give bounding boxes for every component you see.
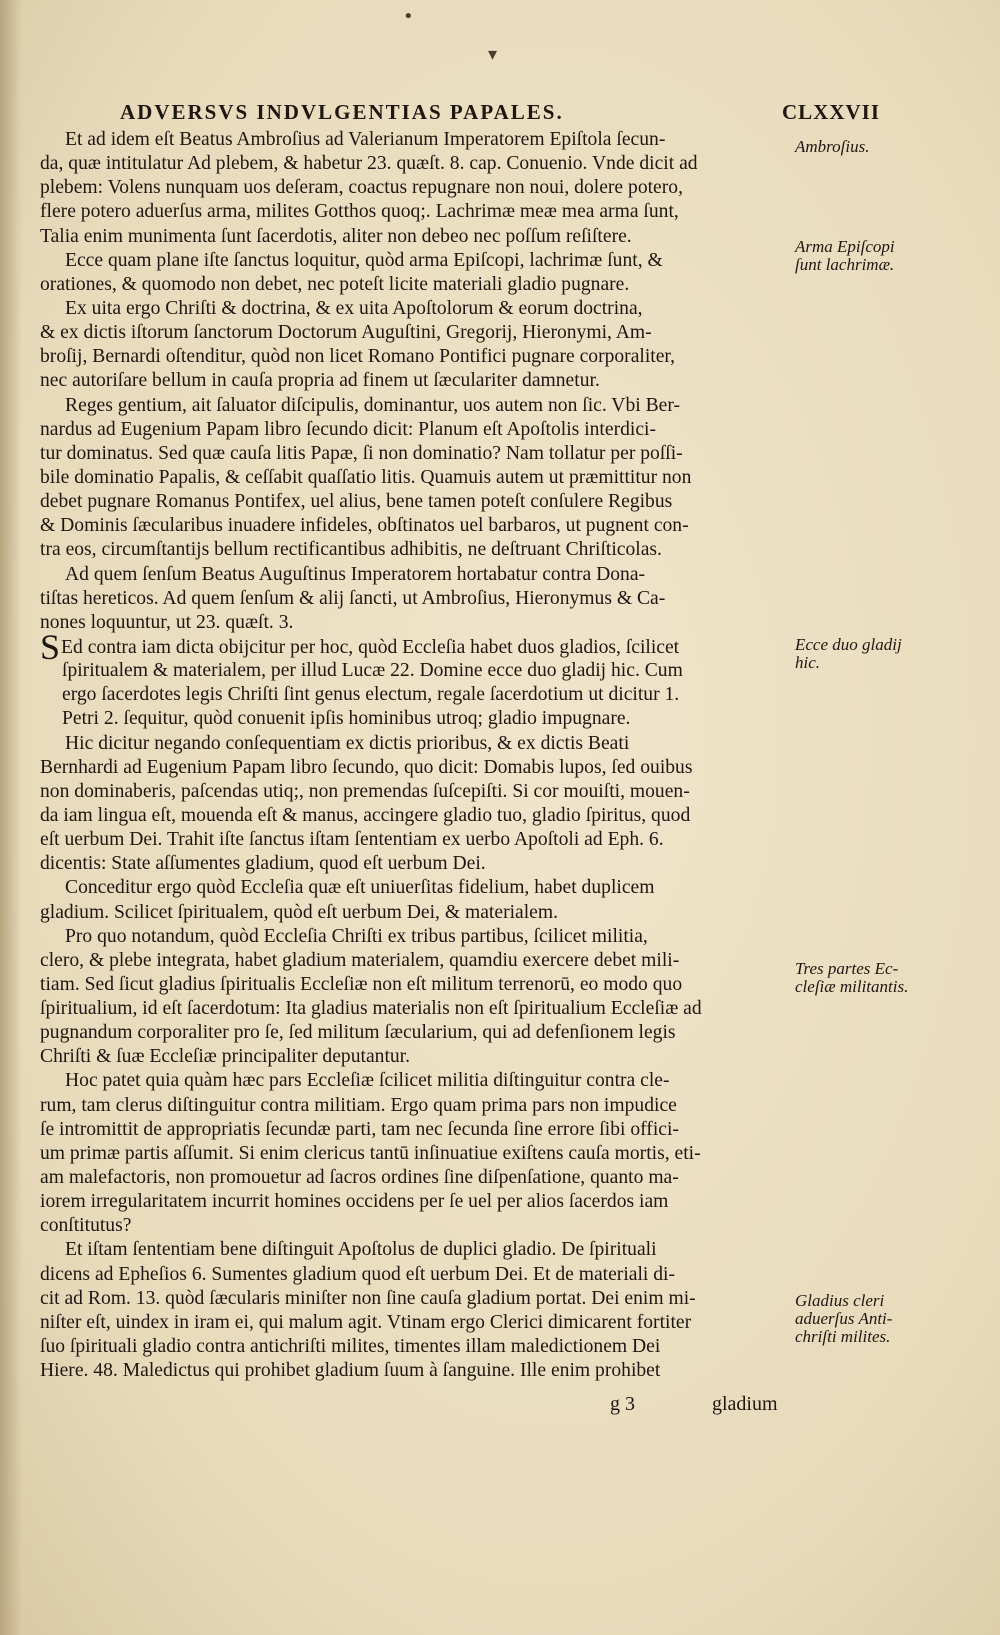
text-line: eſt uerbum Dei. Trahit iſte ſanctus iſtam ſententiam ex uerbo Apoſtoli ad Eph. 6. <box>40 829 664 851</box>
text-line: gladium. Scilicet ſpiritualem, quòd eſt uerbum Dei, & materialem. <box>40 901 559 923</box>
margin-note-line: Arma Epiſcopi <box>795 237 895 256</box>
text-line: am malefactoris, non promouetur ad ſacros ordines ſine diſpenſatione, quanto ma- <box>40 1167 679 1189</box>
text-line: conſtitutus? <box>40 1215 132 1237</box>
margin-note-line: Ambroſius. <box>795 137 870 156</box>
margin-note-arma-episcopi <box>795 238 995 274</box>
text-line-content: Ed contra iam dicta obijcitur per hoc, quòd Eccleſia habet duos gladios, ſcilicet <box>61 636 680 658</box>
text-line: rum, tam clerus diſtinguitur contra militiam. Ergo quam prima pars non impudice <box>40 1094 677 1116</box>
margin-note-tres-partes <box>795 960 995 996</box>
page-edge-shadow <box>0 0 22 1635</box>
signature-mark: g 3 <box>610 1393 635 1415</box>
text-line: broſij, Bernardi oſtenditur, quòd non licet Romano Pontifici pugnare corporaliter, <box>40 346 676 368</box>
text-line: tur dominatus. Sed quæ cauſa litis Papæ, ſi non dominatio? Nam tollatur per poſſi- <box>40 442 683 464</box>
text-line: dicentis: State aſſumentes gladium, quod eſt uerbum Dei. <box>40 853 486 875</box>
text-line: Ex uita ergo Chriſti & doctrina, & ex uita Apoſtolorum & eorum doctrina, <box>65 297 643 319</box>
text-line: Hoc patet quia quàm hæc pars Eccleſiæ ſcilicet militia diſtinguitur contra cle- <box>65 1070 670 1092</box>
text-line: nec autoriſare bellum in cauſa propria ad finem ut ſæculariter damnetur. <box>40 370 600 392</box>
ink-speck: ▾ <box>488 44 498 65</box>
text-line: cit ad Rom. 13. quòd ſæcularis miniſter non ſine cauſa gladium portat. Dei enim mi- <box>40 1287 696 1309</box>
text-line: ſe intromittit de appropriatis ſecundæ parti, tam nec ſecunda ſine errore ſibi offici- <box>40 1118 679 1140</box>
text-line: debet pugnare Romanus Pontifex, uel alius, bene tamen poteſt conſulere Regibus <box>40 491 673 513</box>
text-line: & Dominis ſæcularibus inuadere infideles, obſtinatos uel barbaros, ut pugnent con- <box>40 515 689 537</box>
folio-number: CLXXVII <box>781 100 880 124</box>
margin-note-gladius-cleri <box>795 1292 995 1346</box>
text-line: clero, & plebe integrata, habet gladium materialem, quamdiu exercere debet mili- <box>40 949 680 971</box>
running-title: ADVERSVS INDVLGENTIAS PAPALES. <box>120 100 564 124</box>
ink-speck: • <box>403 6 414 27</box>
text-line: iorem irregularitatem incurrit homines occidens per ſe uel per alios ſacerdos iam <box>40 1191 669 1213</box>
text-line: Bernhardi ad Eugenium Papam libro ſecundo, quo dicit: Domabis lupos, ſed ouibus <box>40 756 693 778</box>
text-line: Chriſti & ſuæ Eccleſiæ principaliter deputantur. <box>40 1046 411 1068</box>
margin-note-line: Gladius cleri <box>795 1291 885 1310</box>
text-line: plebem: Volens nunquam uos deſeram, coactus repugnare non noui, dolere potero, <box>40 177 683 199</box>
margin-note-ecce-duo <box>795 636 995 672</box>
margin-note-line: Ecce duo gladij <box>795 635 902 654</box>
text-line: ſpiritualem & materialem, per illud Lucæ 22. Domine ecce duo gladij hic. Cum <box>62 660 683 682</box>
margin-note-ambrosius <box>795 138 995 156</box>
text-line <box>40 626 810 667</box>
text-line: bile dominatio Papalis, & ceſſabit quaſſatio litis. Quamuis autem ut præmittitur non <box>40 466 692 488</box>
text-line: nones loquuntur, ut 23. quæſt. 3. <box>40 611 294 633</box>
margin-note-line: Tres partes Ec- <box>795 959 899 978</box>
margin-note-line: cleſiæ militantis. <box>795 977 909 996</box>
text-line: Conceditur ergo quòd Eccleſia quæ eſt uniuerſitas fidelium, habet duplicem <box>65 877 655 899</box>
text-line: Ecce quam plane iſte ſanctus loquitur, quòd arma Epiſcopi, lachrimæ ſunt, & <box>65 249 663 271</box>
text-line: ſpiritualium, id eſt ſacerdotum: Ita gladius materialis non eſt ſpiritualium Eccleſiæ ad <box>40 998 702 1020</box>
text-line: Talia enim munimenta ſunt ſacerdotis, aliter non debeo nec poſſum reſiſtere. <box>40 225 632 247</box>
text-line: ergo ſacerdotes legis Chriſti ſint genus electum, regale ſacerdotium ut dicitur 1. <box>62 684 680 706</box>
text-line: Et iſtam ſententiam bene diſtinguit Apoſtolus de duplici gladio. De ſpirituali <box>65 1239 657 1261</box>
text-line: ſuo ſpirituali gladio contra antichriſti milites, timentes illam maledictionem Dei <box>40 1336 661 1358</box>
text-line: non dominaberis, paſcendas utiq;, non premendas ſuſcepiſti. Si cor mouiſti, mouen- <box>40 780 690 802</box>
text-line: orationes, & quomodo non debet, nec poteſt licite materiali gladio pugnare. <box>40 273 630 295</box>
catchword: gladium <box>712 1393 778 1415</box>
text-line: flere potero aduerſus arma, milites Gotthos quoq;. Lachrimæ meæ mea arma ſunt, <box>40 201 679 223</box>
text-line: dicens ad Epheſios 6. Sumentes gladium quod eſt uerbum Dei. Et de materiali di- <box>40 1263 676 1285</box>
text-line: da, quæ intitulatur Ad plebem, & habetur 23. quæſt. 8. cap. Conuenio. Vnde dicit ad <box>40 153 698 175</box>
text-line: Petri 2. ſequitur, quòd conuenit ipſis hominibus utroq; gladio impugnare. <box>62 708 631 730</box>
margin-note-line: aduerſus Anti- <box>795 1309 893 1328</box>
text-line: Pro quo notandum, quòd Eccleſia Chriſti ex tribus partibus, ſcilicet militia, <box>65 925 648 947</box>
text-line: Hiere. 48. Maledictus qui prohibet gladium ſuum à ſanguine. Ille enim prohibet <box>40 1360 661 1382</box>
margin-note-line: chriſti milites. <box>795 1327 891 1346</box>
text-line: um primæ partis aſſumit. Si enim clericus tantū inſinuatiue exiſtens cauſa mortis, eti- <box>40 1142 701 1164</box>
text-line: niſter eſt, uindex in iram ei, qui malum agit. Vtinam ergo Clerici dimicarent fortiter <box>40 1311 692 1333</box>
main-text <box>40 128 810 1383</box>
text-line: pugnandum corporaliter pro ſe, ſed militum ſæcularium, qui ad defenſionem legis <box>40 1022 676 1044</box>
text-line: tiam. Sed ſicut gladius ſpiritualis Eccleſiæ non eſt militum terrenorū, eo modo quo <box>40 973 683 995</box>
margin-note-line: ſunt lachrimæ. <box>795 255 895 274</box>
text-line: tiſtas hereticos. Ad quem ſenſum & alij ſancti, ut Ambroſius, Hieronymus & Ca- <box>40 587 666 609</box>
text-line: tra eos, circumſtantijs bellum rectificantibus adhibitis, ne deſtruant Chriſticolas. <box>40 539 662 561</box>
text-line: nardus ad Eugenium Papam libro ſecundo dicit: Planum eſt Apoſtolis interdici- <box>40 418 657 440</box>
page-header <box>120 100 880 128</box>
text-line: da iam lingua eſt, mouenda eſt & manus, accingere gladio tuo, gladio ſpiritus, quod <box>40 804 691 826</box>
margin-note-line: hic. <box>795 653 821 672</box>
text-line: & ex dictis iſtorum ſanctorum Doctorum Auguſtini, Gregorij, Hieronymi, Am- <box>40 322 652 344</box>
text-line: Hic dicitur negando conſequentiam ex dictis prioribus, & ex dictis Beati <box>65 732 630 754</box>
text-line: Et ad idem eſt Beatus Ambroſius ad Valerianum Imperatorem Epiſtola ſecun- <box>65 129 666 150</box>
text-line: Reges gentium, ait ſaluator diſcipulis, dominantur, uos autem non ſic. Vbi Ber- <box>65 394 681 416</box>
drop-cap: S <box>40 626 61 667</box>
text-line: Ad quem ſenſum Beatus Auguſtinus Imperatorem hortabatur contra Dona- <box>65 563 646 585</box>
